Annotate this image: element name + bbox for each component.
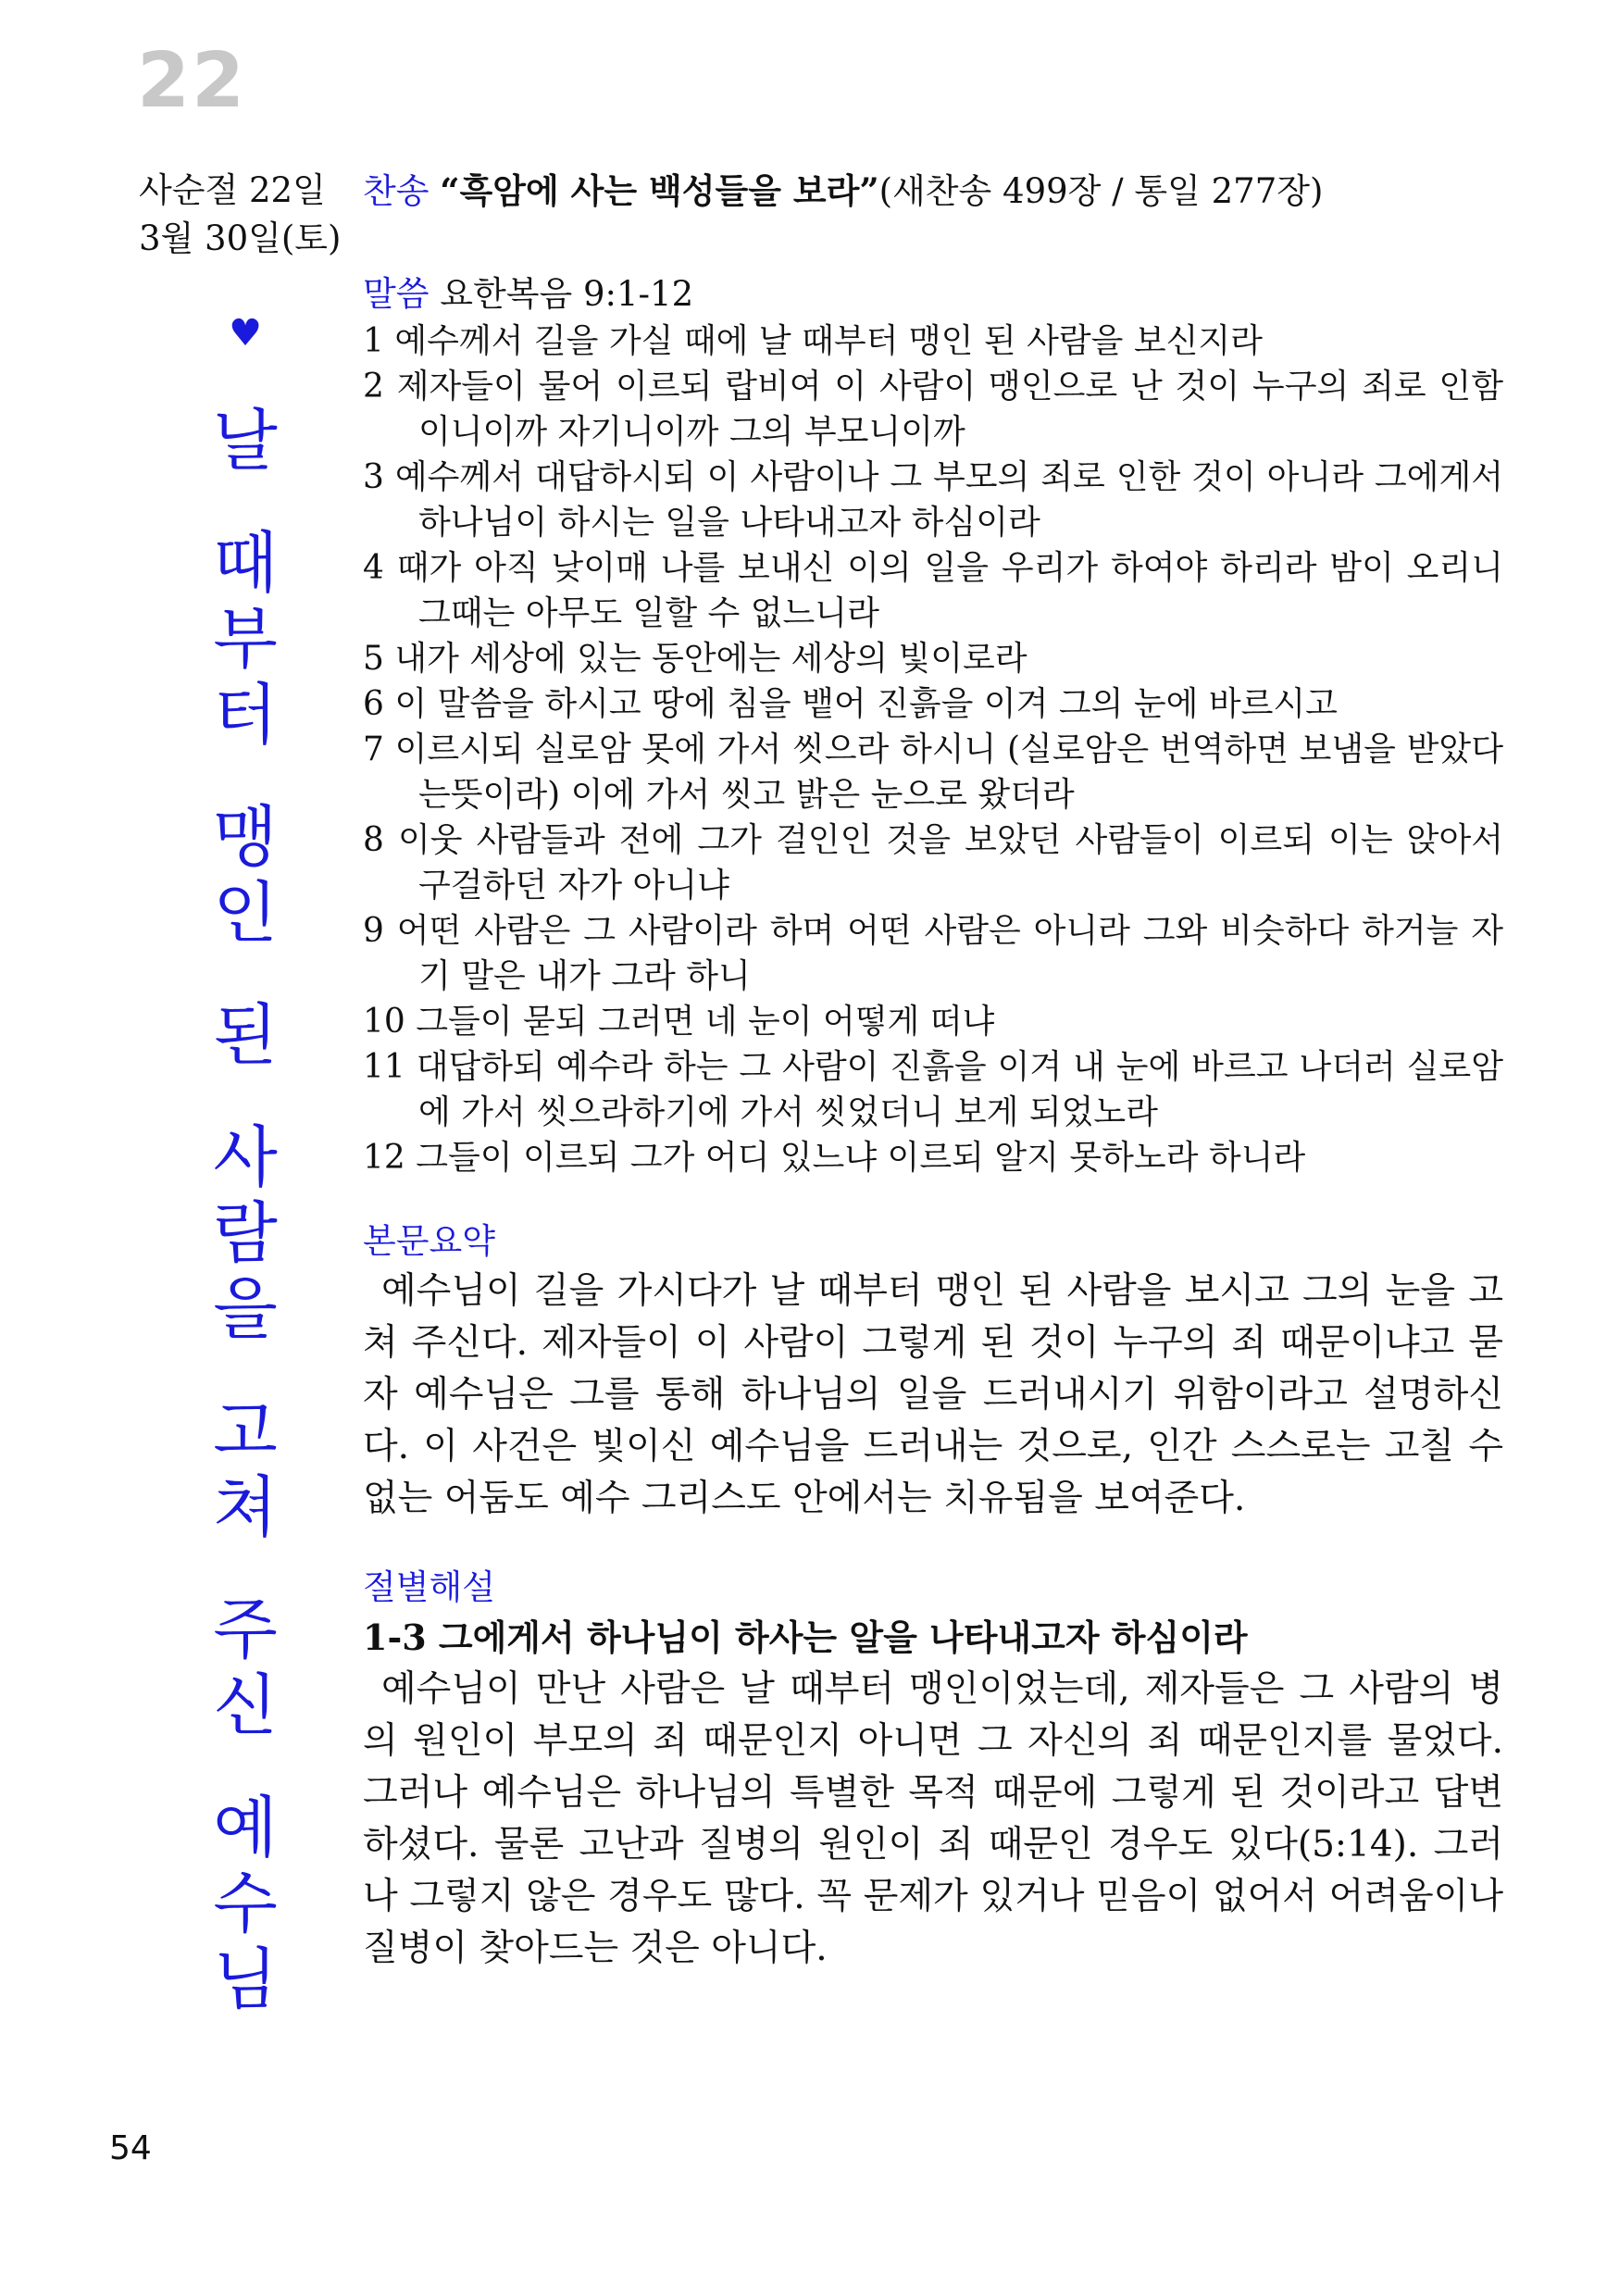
page-number: 54 [109, 2129, 152, 2167]
main-content [363, 270, 1503, 1975]
passage-reference: 요한복음 9:1-12 [440, 274, 694, 314]
commentary-heading: 1-3 그에게서 하나님이 하사는 알을 나타내고자 하심이라 [363, 1616, 1248, 1658]
verse-item: 1 예수께서 길을 가실 때에 날 때부터 맹인 된 사람을 보신지라 [363, 322, 1263, 360]
heart-icon: ♥ [229, 312, 262, 355]
commentary-text: 예수님이 만난 사람은 날 때부터 맹인이었는데, 제자들은 그 사람의 병의 원인이 부모의 죄 때문인지 아니면 그 자신의 죄 때문인지를 물었다. 그러나 예수님은 하나님의 특별한 목적 때문에 그렇게 된 것이라고 답변하셨다. 물론 고난과 질병의 원인이 죄 때문인 경우도 있다(5:14). 그러나 그렇지 않은 경우도 많다. 꼭 문제가 있거나 믿음이 없어서 어려움이나 질병이 찾아드는 것은 아니다. [363, 1668, 1503, 1969]
day-number: 22 [137, 37, 247, 125]
sidebar-word: 주 신 [213, 1591, 278, 1744]
hymn-line [363, 167, 1323, 216]
commentary-title: 절별해설 [363, 1567, 495, 1607]
hymn-title: “흑암에 사는 백성들을 보라” [440, 170, 879, 211]
passage-header [363, 270, 1503, 318]
hymn-reference: (새찬송 499장 / 통일 277장) [878, 171, 1324, 211]
date: 3월 30일(토) [139, 218, 342, 258]
verse-item: 8 이웃 사람들과 전에 그가 걸인인 것을 보았던 사람들이 이르되 이는 앉아서 구걸하던 자가 아니냐 [363, 821, 1503, 905]
summary-text: 예수님이 길을 가시다가 날 때부터 맹인 된 사람을 보시고 그의 눈을 고쳐 주신다. 제자들이 이 사람이 그렇게 된 것이 누구의 죄 때문이냐고 묻자 예수님은 그를 통해 하나님의 일을 드러내시기 위함이라고 설명하신다. 이 사건은 빛이신 예수님을 드러내는 것으로, 인간 스스로는 고칠 수 없는 어둠도 예수 그리스도 안에서는 치유됨을 보여준다. [363, 1270, 1503, 1519]
sidebar-title [194, 310, 296, 2017]
verse-list [363, 318, 1503, 1180]
date-block [139, 167, 341, 263]
verse-item: 2 제자들이 물어 이르되 랍비여 이 사람이 맹인으로 난 것이 누구의 죄로 인함이니이까 자기니이까 그의 부모니이까 [363, 368, 1503, 451]
verse-item: 7 이르시되 실로암 못에 가서 씻으라 하시니 (실로암은 번역하면 보냄을 받았다는뜻이라) 이에 가서 씻고 밝은 눈으로 왔더라 [363, 730, 1503, 814]
verse-item: 10 그들이 묻되 그러면 네 눈이 어떻게 떠냐 [363, 1003, 995, 1041]
sidebar-word: 고 쳐 [213, 1392, 278, 1546]
passage-label: 말씀 [363, 274, 430, 314]
sidebar-vertical-title [194, 403, 296, 2017]
verse-item: 11 대답하되 예수라 하는 그 사람이 진흙을 이겨 내 눈에 바르고 나더러 실로암에 가서 씻으라하기에 가서 씻었더니 보게 되었노라 [363, 1048, 1503, 1131]
verse-item: 12 그들이 이르되 그가 어디 있느냐 이르되 알지 못하노라 하니라 [363, 1139, 1306, 1177]
hymn-label: 찬송 [363, 171, 430, 211]
sidebar-word: 사 람 을 [213, 1118, 278, 1348]
verse-item: 3 예수께서 대답하시되 이 사람이나 그 부모의 죄로 인한 것이 아니라 그에게서 하나님이 하시는 일을 나타내고자 하심이라 [363, 458, 1503, 542]
sidebar-word: 예 수 님 [213, 1789, 278, 2018]
sidebar-word: 맹 인 [213, 798, 278, 952]
season-day: 사순절 22일 [139, 170, 326, 210]
verse-item: 6 이 말씀을 하시고 땅에 침을 뱉어 진흙을 이겨 그의 눈에 바르시고 [363, 685, 1338, 723]
verse-item: 5 내가 세상에 있는 동안에는 세상의 빛이로라 [363, 640, 1027, 678]
sidebar-word: 날 [213, 402, 278, 480]
verse-item: 9 어떤 사람은 그 사람이라 하며 어떤 사람은 아니라 그와 비슷하다 하거늘 자기 말은 내가 그라 하니 [363, 912, 1503, 995]
verse-item: 4 때가 아직 낮이매 나를 보내신 이의 일을 우리가 하여야 하리라 밤이 오리니 그때는 아무도 일할 수 없느니라 [363, 549, 1503, 632]
sidebar-word: 된 [213, 996, 278, 1074]
sidebar-word: 때 부 터 [213, 524, 278, 754]
summary-title: 본문요약 [363, 1221, 495, 1261]
